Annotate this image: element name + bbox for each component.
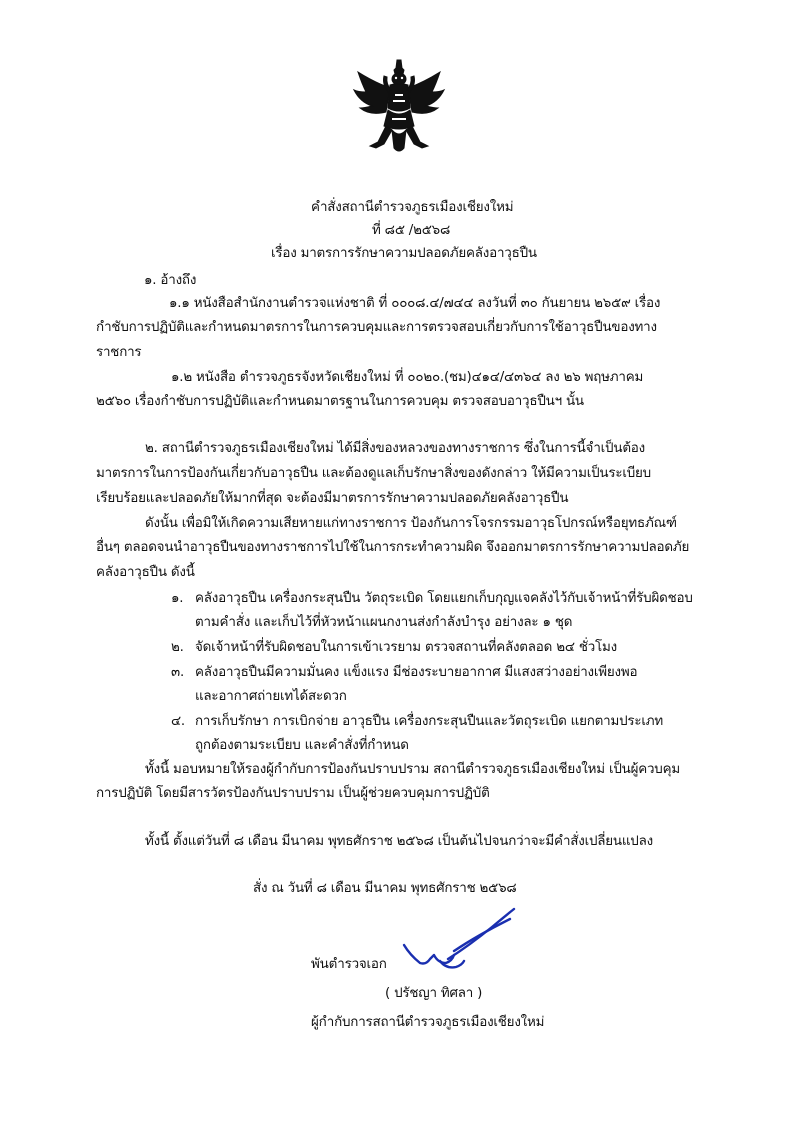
signer-position: ผู้กำกับการสถานีตำรวจภูธรเมืองเชียงใหม่ [311,1015,545,1030]
ordered-date: สั่ง ณ วันที่ ๘ เดือน มีนาคม พุทธศักราช ๒๕๖๘ [253,881,517,896]
measure-1-line1: คลังอาวุธปืน เครื่องกระสุนปืน วัตถุระเบิด โดยแยกเก็บกุญแจคลังไว้กับเจ้าหน้าที่รับผิดชอบ [195,591,693,606]
measure-2-line1: จัดเจ้าหน้าที่รับผิดชอบในการเข้าเวรยาม ตรวจสถานที่คลังตลอด ๒๔ ชั่วโมง [195,640,617,655]
order-subject: เรื่อง มาตรการรักษาความปลอดภัยคลังอาวุธปืน [271,246,537,261]
measure-2-number: ๒. [171,640,184,655]
reference-1-line2: กำชับการปฏิบัติและกำหนดมาตรการในการควบคุมและการตรวจสอบเกี่ยวกับการใช้อาวุธปืนของทาง [96,320,657,335]
reference-1-line3: ราชการ [96,345,142,360]
measure-1-number: ๑. [171,591,184,606]
measure-1-line2: ตามคำสั่ง และเก็บไว้ที่หัวหน้าแผนกงานส่งกำลังบำรุง อย่างละ ๑ ชุด [195,615,573,630]
section2-line6: คลังอาวุธปืน ดังนี้ [96,565,195,580]
section2-line1: ๒. สถานีตำรวจภูธรเมืองเชียงใหม่ ได้มีสิ่งของหลวงของทางราชการ ซึ่งในการนี้จำเป็นต้อง [145,441,645,456]
section2-line5: อื่นๆ ตลอดจนนำอาวุธปืนของทางราชการไปใช้ในการกระทำความผิด จึงออกมาตรการรักษาความปลอดภัย [96,540,690,555]
section2-line2: มาตรการในการป้องกันเกี่ยวกับอาวุธปืน และต้องดูแลเก็บรักษาสิ่งของดังกล่าว ให้มีความเป็นระเบียบ [96,466,651,481]
section2-line4: ดังนั้น เพื่อมิให้เกิดความเสียหายแก่ทางราชการ ป้องกันการโจรกรรมอาวุธโปกรณ์หรือยุทธภัณฑ์ [145,516,677,531]
order-number: ที่ ๘๕ /๒๕๖๘ [372,223,451,238]
reference-2-line2: ๒๕๖๐ เรื่องกำชับการปฏิบัติและกำหนดมาตรฐานในการควบคุม ตรวจสอบอาวุธปืนฯ นั้น [96,394,584,409]
assignment-line1: ทั้งนี้ มอบหมายให้รองผู้กำกับการป้องกันปราบปราม สถานีตำรวจภูธรเมืองเชียงใหม่ เป็นผู้ควบคุม [145,762,680,777]
order-title: คำสั่งสถานีตำรวจภูธรเมืองเชียงใหม่ [311,200,514,215]
signer-name: ( ปรัชญา ทิศลา ) [385,986,483,1001]
section2-line3: เรียบร้อยและปลอดภัยให้มากที่สุด จะต้องมีมาตรการรักษาความปลอดภัยคลังอาวุธปืน [96,491,569,506]
reference-2-line1: ๑.๒ หนังสือ ตำรวจภูธรจังหวัดเชียงใหม่ ที่ ๐๐๒๐.(ชม)๔๑๔/๔๓๖๔ ลง ๒๖ พฤษภาคม [171,370,644,385]
measure-4-line1: การเก็บรักษา การเบิกจ่าย อาวุธปืน เครื่องกระสุนปืนและวัตถุระเบิด แยกตามประเภท [195,714,664,729]
garuda-emblem-icon [352,58,446,156]
measure-3-line1: คลังอาวุธปืนมีความมั่นคง แข็งแรง มีช่องระบายอากาศ มีแสงสว่างอย่างเพียงพอ [195,665,638,680]
measure-3-number: ๓. [171,665,185,680]
section1-heading: ๑. อ้างถึง [144,273,197,288]
signature-icon [400,905,518,977]
measure-3-line2: และอากาศถ่ายเทได้สะดวก [195,689,347,704]
assignment-line2: การปฏิบัติ โดยมีสารวัตรป้องกันปราบปราม เป็นผู้ช่วยควบคุมการปฏิบัติ [96,786,490,801]
signer-rank: พันตำรวจเอก [311,957,387,972]
measure-4-line2: ถูกต้องตามระเบียบ และคำสั่งที่กำหนด [195,738,409,753]
measure-4-number: ๔. [171,714,185,729]
reference-1-line1: ๑.๑ หนังสือสำนักงานตำรวจแห่งชาติ ที่ ๐๐๐๘.๔/๗๔๔ ลงวันที่ ๓๐ กันยายน ๒๖๕๙ เรื่อง [169,296,661,311]
effective-date: ทั้งนี้ ตั้งแต่วันที่ ๘ เดือน มีนาคม พุทธศักราช ๒๕๖๘ เป็นต้นไปจนกว่าจะมีคำสั่งเปลี่ยนแปลง [145,834,653,849]
